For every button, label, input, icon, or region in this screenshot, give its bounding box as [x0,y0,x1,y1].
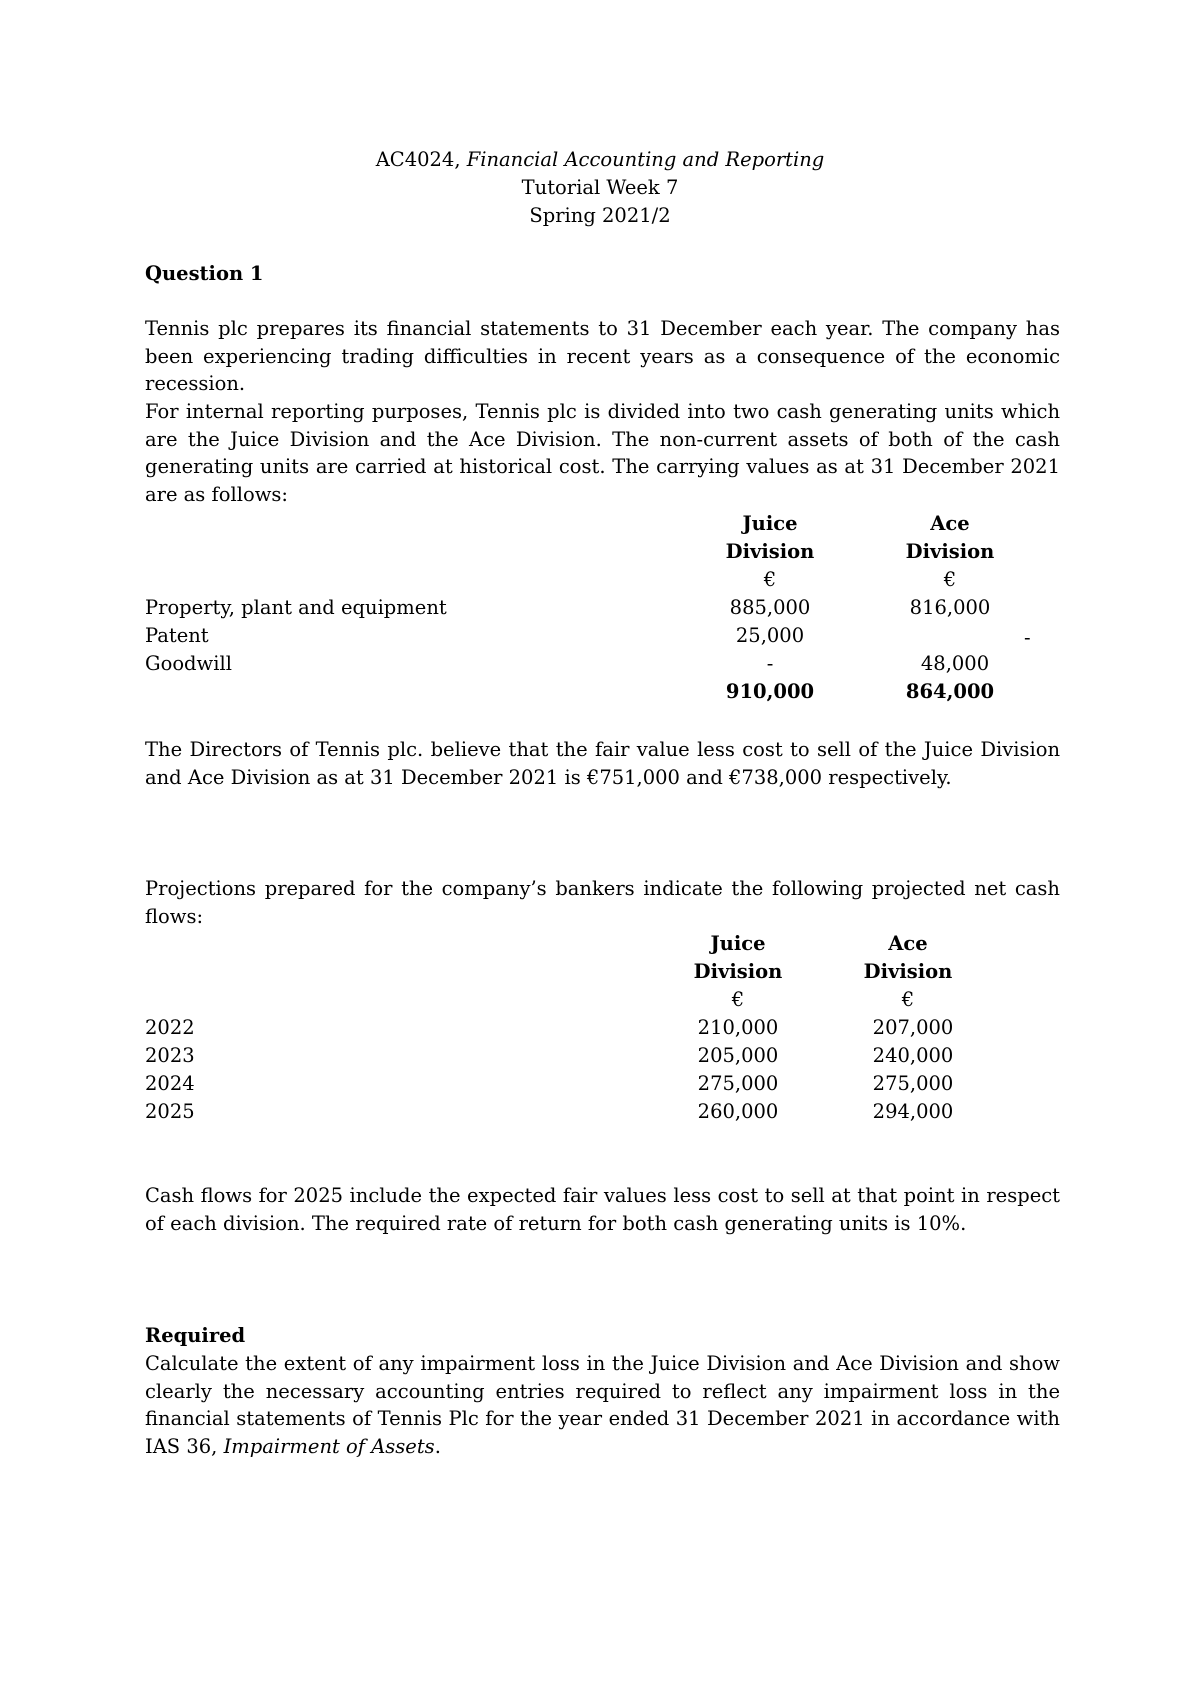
course-title: Financial Accounting and Reporting [466,148,825,171]
ace-value: 275,000 [872,1072,954,1095]
ace-value: 48,000 [920,652,990,675]
juice-col-header-1: Juice [710,932,766,955]
juice-value: - [766,652,774,675]
year-label: 2024 [145,1072,195,1095]
juice-col-header-1: Juice [742,512,798,535]
paragraph-projections: Projections prepared for the company’s bankers indicate the following projected net cash flows: [145,877,1060,928]
question-heading: Question 1 [145,262,264,285]
year-label: 2023 [145,1044,195,1067]
course-code: AC4024, [375,148,467,171]
juice-value: 25,000 [735,624,805,647]
document-title [0,146,1200,174]
ace-currency: € [901,988,915,1011]
required-heading: Required [145,1324,246,1347]
ace-value: 294,000 [872,1100,954,1123]
ace-value: 816,000 [909,596,991,619]
juice-currency: € [731,988,745,1011]
year-label: 2022 [145,1016,195,1039]
term-label: Spring 2021/2 [529,204,671,227]
ace-col-header-2: Division [863,960,953,983]
juice-currency: € [763,568,777,591]
juice-value: 885,000 [729,596,811,619]
juice-total: 910,000 [725,680,815,703]
juice-value: 275,000 [697,1072,779,1095]
row-label: Goodwill [145,652,232,675]
juice-value: 205,000 [697,1044,779,1067]
ace-value: 240,000 [872,1044,954,1067]
juice-col-header-2: Division [693,960,783,983]
juice-col-header-2: Division [725,540,815,563]
required-body: Calculate the extent of any impairment loss in the Juice Division and Ace Division and show clearly the necessary accounting entries required to reflect any impairment loss in the financial statements of Tennis Plc for the year ended 31 December 2021 in accordance with IAS 36, [145,1352,1060,1458]
tutorial-label: Tutorial Week 7 [521,176,679,199]
ace-total: 864,000 [905,680,995,703]
paragraph-cash-flow-note: Cash flows for 2025 include the expected fair values less cost to sell at that point in respect of each division. The required rate of return for both cash generating units is 10%. [145,1184,1060,1235]
year-label: 2025 [145,1100,195,1123]
row-label: Property, plant and equipment [145,596,447,619]
juice-value: 260,000 [697,1100,779,1123]
standard-title: Impairment of Assets [223,1434,435,1458]
juice-value: 210,000 [697,1016,779,1039]
required-end: . [434,1434,441,1458]
ace-col-header-1: Ace [930,512,970,535]
paragraph-intro: Tennis plc prepares its financial statements to 31 December each year. The company has been experiencing trading difficulties in recent years as a consequence of the economic recession. [145,317,1060,395]
ace-col-header-1: Ace [888,932,928,955]
ace-value: - [1024,626,1031,649]
paragraph-cgu: For internal reporting purposes, Tennis plc is divided into two cash generating units which are the Juice Division and the Ace Division. The non-current assets of both of the cash generating units are carried at historical cost. The carrying values as at 31 December 2021 are as follows: [145,400,1060,506]
ace-currency: € [943,568,957,591]
row-label: Patent [145,624,209,647]
required-text [145,1350,1060,1460]
paragraph-fair-value: The Directors of Tennis plc. believe that the fair value less cost to sell of the Juice Division and Ace Division as at 31 December 2021 is €751,000 and €738,000 respectively. [145,738,1060,789]
ace-value: 207,000 [872,1016,954,1039]
ace-col-header-2: Division [905,540,995,563]
